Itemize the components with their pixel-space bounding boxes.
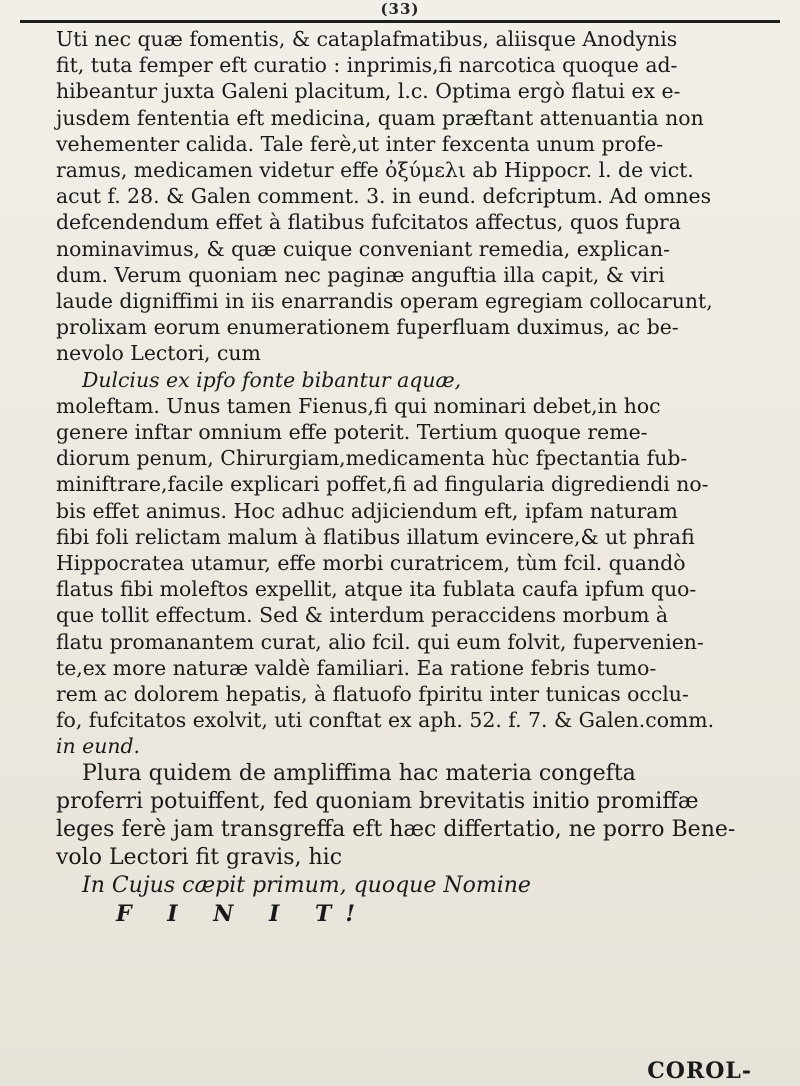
text-line: jusdem fententia eft medicina, quam præftant attenuantia non xyxy=(56,105,704,130)
closing-line: Plura quidem de ampliffima hac materia congefta xyxy=(82,760,636,786)
text-line: acut f. 28. & Galen comment. 3. in eund. defcriptum. Ad omnes xyxy=(56,184,712,209)
closing-line: leges ferè jam transgreffa eft hæc differtatio, ne porro Bene- xyxy=(56,816,736,842)
text-line: ramus, medicamen videtur effe ὀξύμελι ab Hippocr. l. de vict. xyxy=(56,158,694,183)
text-line: vehementer calida. Tale ferè,ut inter fexcenta unum profe- xyxy=(56,131,664,156)
text-line: flatu promanantem curat, alio fcil. qui eum folvit, fupervenien- xyxy=(56,629,704,654)
text-line: dum. Verum quoniam nec paginæ anguftia illa capit, & viri xyxy=(56,262,665,287)
quotation-line: Dulcius ex ipfo fonte bibantur aquæ, xyxy=(82,367,462,392)
text-line: Hippocratea utamur, effe morbi curatricem, tùm fcil. quandò xyxy=(56,551,686,576)
text-line: hibeantur juxta Galeni placitum, l.c. Optima ergò flatui ex e- xyxy=(56,79,681,104)
text-line: rem ac dolorem hepatis, à flatuofo fpiritu inter tunicas occlu- xyxy=(56,682,689,707)
header-rule xyxy=(20,20,780,23)
text-line: miniftrare,facile explicari poffet,fi ad fingularia digrediendi no- xyxy=(56,472,709,497)
text-line: te,ex more naturæ valdè familiari. Ea ratione febris tumo- xyxy=(56,655,657,680)
finis-line: F I N I T! xyxy=(116,900,369,927)
text-line: fo, fufcitatos exolvit, uti conftat ex aph. 52. f. 7. & Galen.comm. xyxy=(56,708,715,733)
closing-line: proferri potuiffent, fed quoniam brevitatis initio promiffæ xyxy=(56,788,699,814)
text-line: diorum penum, Chirurgiam,medicamenta hùc fpectantia fub- xyxy=(56,446,688,471)
text-line: fibi foli relictam malum à flatibus illatum evincere,& ut phrafi xyxy=(56,524,695,549)
text-line: nevolo Lectori, cum xyxy=(56,341,261,366)
text-line: defcendendum effet à flatibus fufcitatos affectus, quos fupra xyxy=(56,210,681,235)
closing-line: volo Lectori fit gravis, hic xyxy=(56,844,343,870)
text-line: moleftam. Unus tamen Fienus,fi qui nominari debet,in hoc xyxy=(56,393,661,418)
text-line: nominavimus, & quæ cuique conveniant remedia, explican- xyxy=(56,236,670,261)
text-line: genere inftar omnium effe poterit. Tertium quoque reme- xyxy=(56,420,648,445)
body-text xyxy=(56,26,781,928)
text-line: fit, tuta femper eft curatio : inprimis,fi narcotica quoque ad- xyxy=(56,53,678,78)
text-line: in eund. xyxy=(56,734,141,759)
text-line: que tollit effectum. Sed & interdum peraccidens morbum à xyxy=(56,603,669,628)
catchword: COROL- xyxy=(647,1058,752,1084)
page-number: (33) xyxy=(380,0,420,18)
text-line: prolixam eorum enumerationem fuperfluam duximus, ac be- xyxy=(56,315,679,340)
text-line: laude digniffimi in iis enarrandis operam egregiam collocarunt, xyxy=(56,289,713,314)
dedication-line: In Cujus cæpit primum, quoque Nomine xyxy=(82,872,531,898)
text-line: flatus fibi moleftos expellit, atque ita fublata caufa ipfum quo- xyxy=(56,577,697,602)
text-line: Uti nec quæ fomentis, & cataplafmatibus, aliisque Anodynis xyxy=(56,27,678,51)
text-line: bis effet animus. Hoc adhuc adjiciendum eft, ipfam naturam xyxy=(56,498,678,523)
